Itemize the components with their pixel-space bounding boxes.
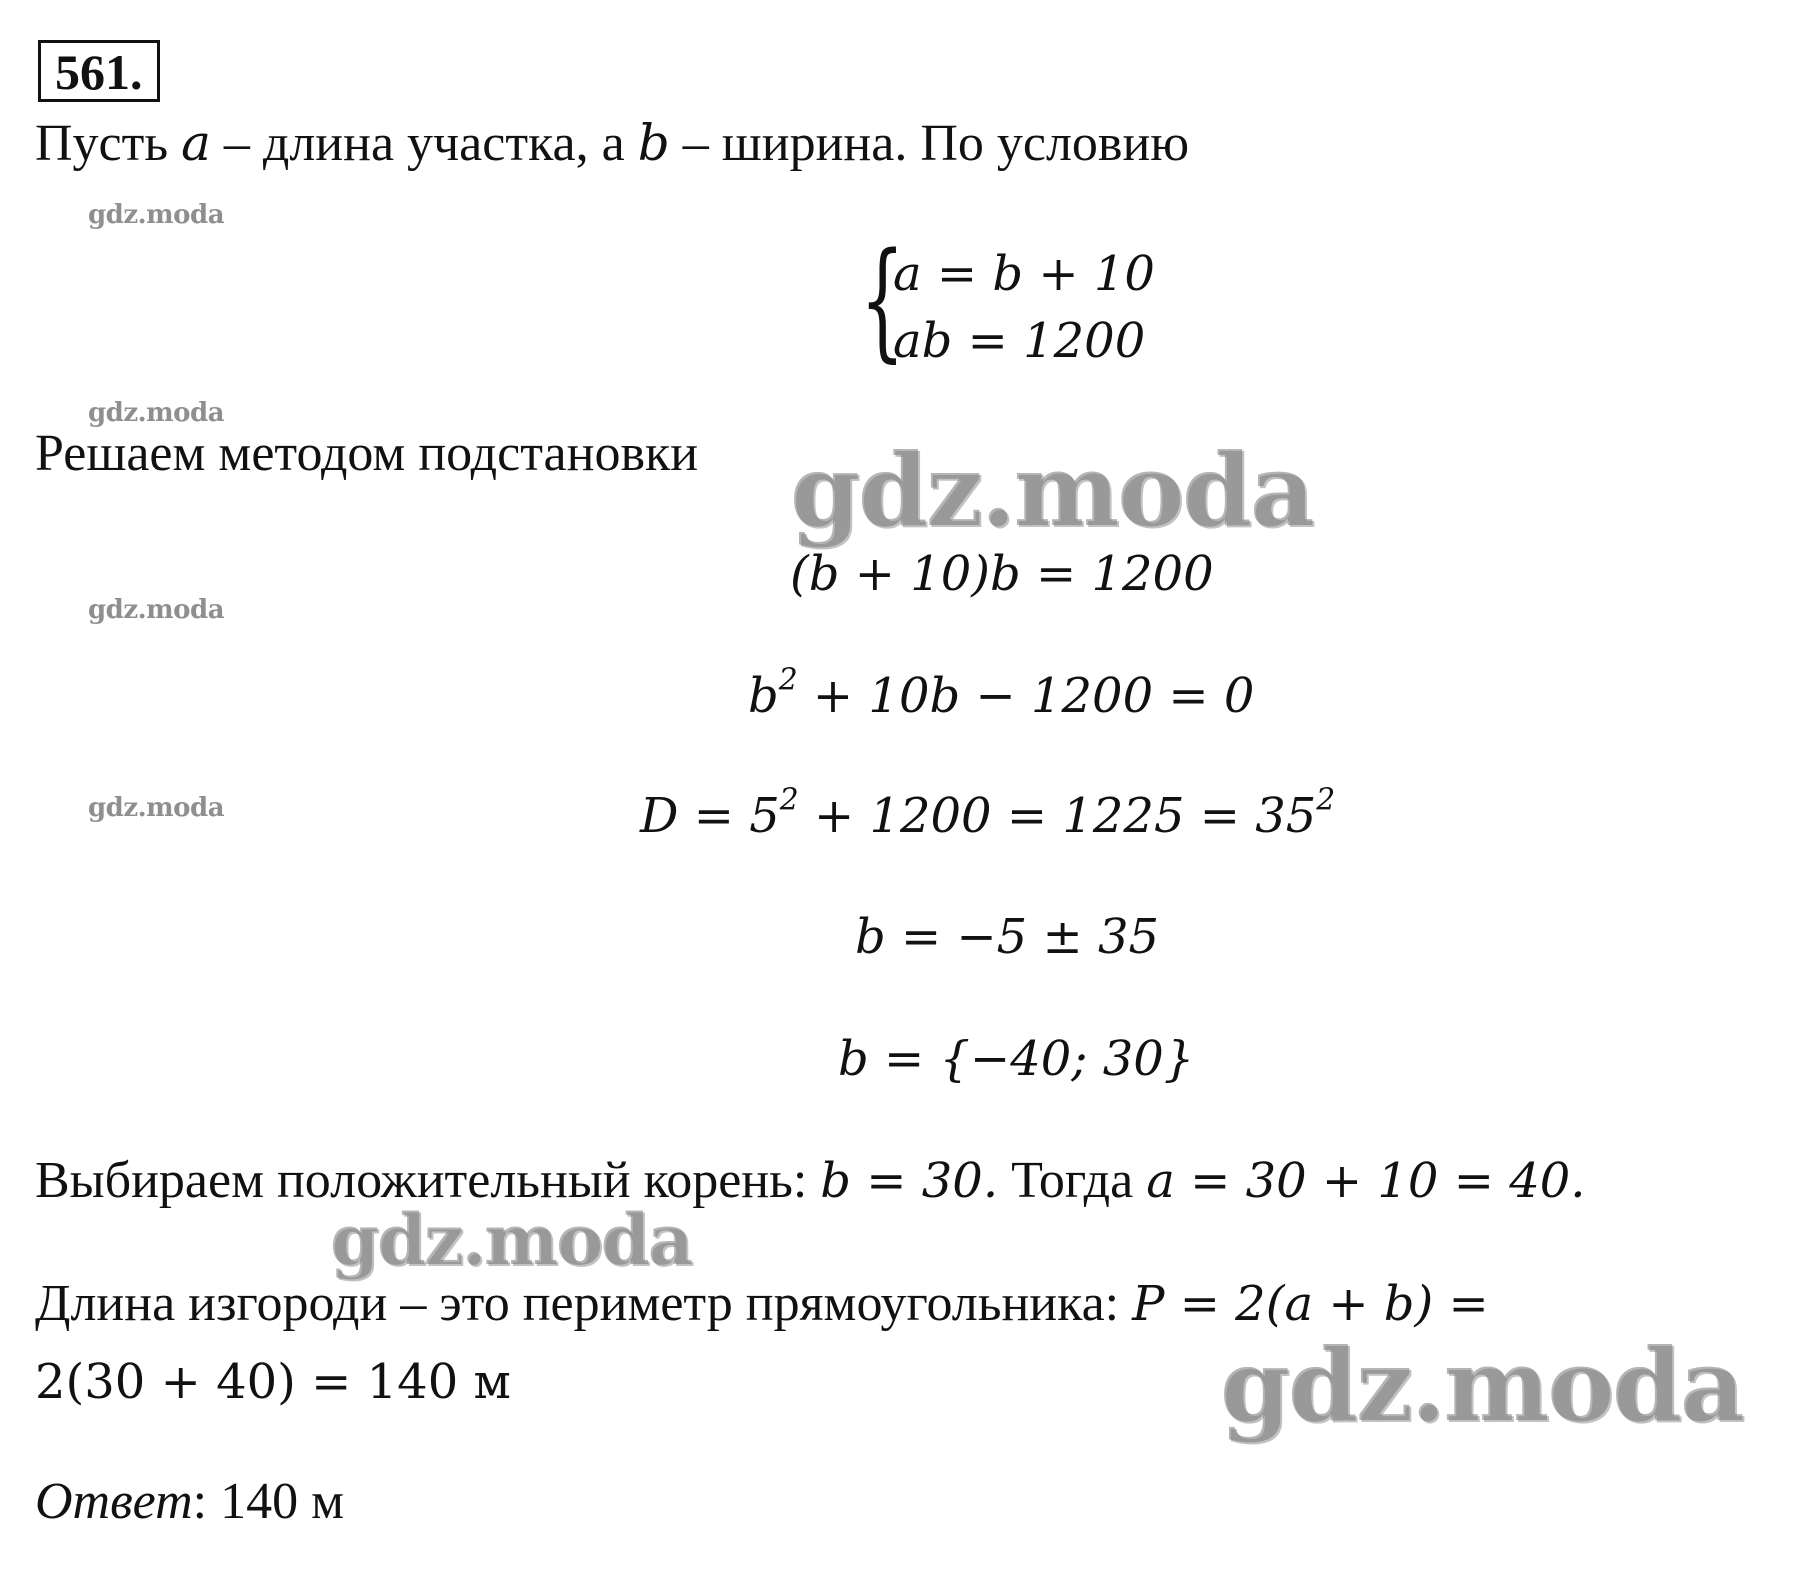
- intro-var-a: a: [181, 114, 211, 172]
- choose-eq-b: b = 30.: [820, 1153, 999, 1209]
- intro-before-a: Пусть: [35, 115, 182, 172]
- system-line-1: a = b + 10: [893, 246, 1155, 302]
- problem-number: 561.: [38, 40, 160, 102]
- perimeter-formula: P = 2(a + b) =: [1132, 1276, 1489, 1332]
- method-text: Решаем методом подстановки: [35, 425, 699, 482]
- perimeter-line-1: [35, 1275, 1489, 1332]
- watermark-small-3: gdz.moda: [88, 595, 225, 625]
- watermark-big-2: gdz.moda: [330, 1198, 692, 1281]
- intro-middle: – длина участка, а: [210, 115, 638, 172]
- intro-after: – ширина. По условию: [669, 115, 1190, 172]
- perimeter-line-2: 2(30 + 40) = 140 м: [35, 1354, 511, 1410]
- watermark-small-2: gdz.moda: [88, 398, 225, 428]
- equation-system: [860, 226, 1280, 375]
- eq2-rest: + 10b − 1200 = 0: [797, 668, 1255, 724]
- intro-text: [35, 114, 1190, 172]
- disc-start: D = 5: [640, 788, 780, 844]
- disc-exp-1: 2: [779, 782, 799, 818]
- eq2-exp: 2: [778, 662, 798, 698]
- answer-label: Ответ: [35, 1473, 193, 1530]
- watermark-small-4: gdz.moda: [88, 793, 225, 823]
- equation-quadratic: [748, 662, 1255, 724]
- choose-text: Выбираем положительный корень:: [35, 1152, 821, 1209]
- system-line-2: ab = 1200: [893, 313, 1146, 369]
- perimeter-text: Длина изгороди – это периметр прямоугольника:: [35, 1275, 1133, 1332]
- equation-discriminant: [640, 782, 1336, 844]
- equation-roots-set: b = {−40; 30}: [838, 1031, 1195, 1087]
- system-brace: {: [860, 226, 905, 375]
- disc-mid: + 1200 = 1225 = 35: [798, 788, 1317, 844]
- choose-then: Тогда: [998, 1152, 1147, 1209]
- intro-var-b: b: [637, 114, 670, 172]
- answer-value: 140 м: [207, 1473, 344, 1530]
- disc-exp-2: 2: [1316, 782, 1336, 818]
- equation-roots-formula: b = −5 ± 35: [855, 909, 1160, 965]
- equation-substitution: (b + 10)b = 1200: [790, 546, 1214, 602]
- choose-root-line: [35, 1152, 1586, 1209]
- choose-eq-a: a = 30 + 10 = 40.: [1146, 1153, 1586, 1209]
- watermark-small-1: gdz.moda: [88, 200, 225, 230]
- watermark-big-1: gdz.moda: [790, 431, 1313, 549]
- eq2-base: b: [748, 668, 779, 724]
- answer-line: [35, 1473, 344, 1530]
- watermark-big-3: gdz.moda: [1220, 1326, 1743, 1444]
- answer-colon: :: [192, 1473, 208, 1530]
